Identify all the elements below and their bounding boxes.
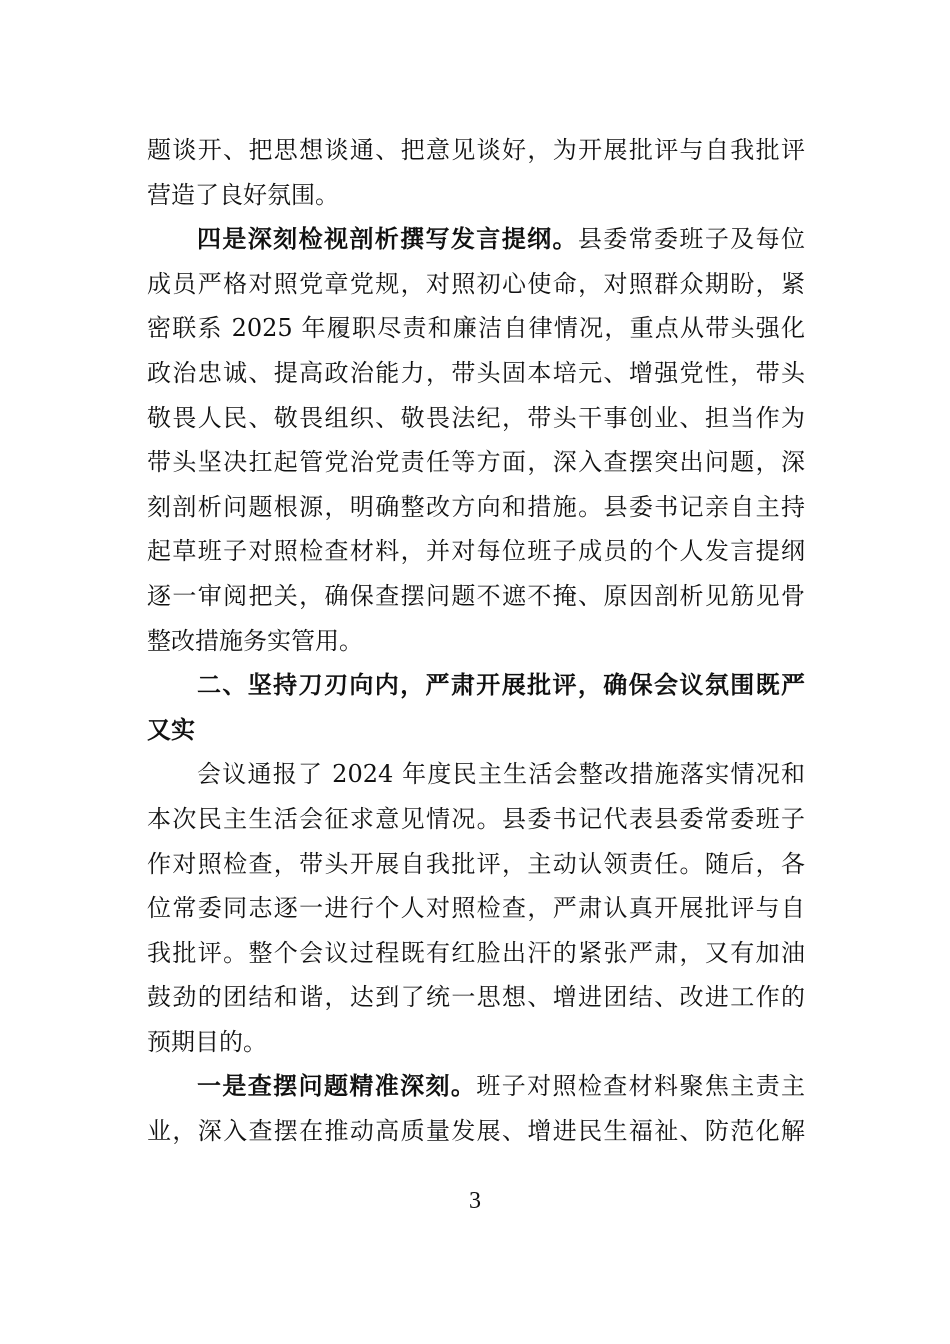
text-line <box>147 931 805 976</box>
paragraph <box>147 1064 805 1153</box>
text-line <box>147 619 805 664</box>
text-line <box>147 752 805 797</box>
line-text: 县委常委班子及每位 <box>577 225 805 254</box>
paragraph <box>147 128 805 217</box>
text-line <box>147 217 805 262</box>
line-text: 整改措施务实管用。 <box>147 626 363 655</box>
line-text: 业，深入查摆在推动高质量发展、增进民生福祉、防范化解 <box>147 1117 805 1146</box>
page-number: 3 <box>469 1188 481 1214</box>
line-text: 又实 <box>147 715 195 744</box>
line-text: 班子对照检查材料聚焦主责主 <box>476 1072 805 1101</box>
bold-lead-phrase: 一是查摆问题精准深刻。 <box>197 1072 477 1101</box>
text-line <box>147 797 805 842</box>
body-text <box>147 128 805 1154</box>
text-line <box>147 262 805 307</box>
line-text: 本次民主生活会征求意见情况。县委书记代表县委常委班子 <box>147 804 805 833</box>
text-line <box>147 886 805 931</box>
line-text: 预期目的。 <box>147 1027 267 1056</box>
text-line <box>147 1020 805 1065</box>
paragraph <box>147 752 805 1064</box>
text-line <box>147 975 805 1020</box>
text-line <box>147 485 805 530</box>
line-text: 起草班子对照检查材料，并对每位班子成员的个人发言提纲 <box>147 537 805 566</box>
line-text: 逐一审阅把关，确保查摆问题不遮不掩、原因剖析见筋见骨 <box>147 581 805 610</box>
text-line <box>147 529 805 574</box>
line-text: 作对照检查，带头开展自我批评，主动认领责任。随后，各 <box>147 849 805 878</box>
line-text: 鼓劲的团结和谐，达到了统一思想、增进团结、改进工作的 <box>147 983 805 1012</box>
line-text: 成员严格对照党章党规，对照初心使命，对照群众期盼，紧 <box>147 269 805 298</box>
line-text: 二、坚持刀刃向内，严肃开展批评，确保会议氛围既严 <box>197 671 805 700</box>
line-text: 刻剖析问题根源，明确整改方向和措施。县委书记亲自主持 <box>147 492 805 521</box>
text-line <box>147 663 805 708</box>
text-line <box>147 396 805 441</box>
line-text: 我批评。整个会议过程既有红脸出汗的紧张严肃，又有加油 <box>147 938 805 967</box>
line-text: 会议通报了 2024 年度民主生活会整改措施落实情况和 <box>197 760 805 789</box>
text-line <box>147 440 805 485</box>
text-line <box>147 574 805 619</box>
bold-lead-phrase: 四是深刻检视剖析撰写发言提纲。 <box>197 225 578 254</box>
line-text: 敬畏人民、敬畏组织、敬畏法纪，带头干事创业、担当作为 <box>147 403 805 432</box>
line-text: 带头坚决扛起管党治党责任等方面，深入查摆突出问题，深 <box>147 448 805 477</box>
text-line <box>147 708 805 753</box>
line-text: 位常委同志逐一进行个人对照检查，严肃认真开展批评与自 <box>147 894 805 923</box>
text-line <box>147 173 805 218</box>
text-line <box>147 1064 805 1109</box>
text-line <box>147 1109 805 1154</box>
line-text: 密联系 2025 年履职尽责和廉洁自律情况，重点从带头强化 <box>147 314 805 343</box>
text-line <box>147 351 805 396</box>
line-text: 题谈开、把思想谈通、把意见谈好，为开展批评与自我批评 <box>147 136 805 164</box>
line-text: 政治忠诚、提高政治能力，带头固本培元、增强党性，带头 <box>147 358 805 387</box>
text-line <box>147 306 805 351</box>
line-text: 营造了良好氛围。 <box>147 180 339 209</box>
text-line <box>147 128 805 173</box>
paragraph <box>147 217 805 663</box>
section-heading <box>147 663 805 752</box>
text-line <box>147 842 805 887</box>
